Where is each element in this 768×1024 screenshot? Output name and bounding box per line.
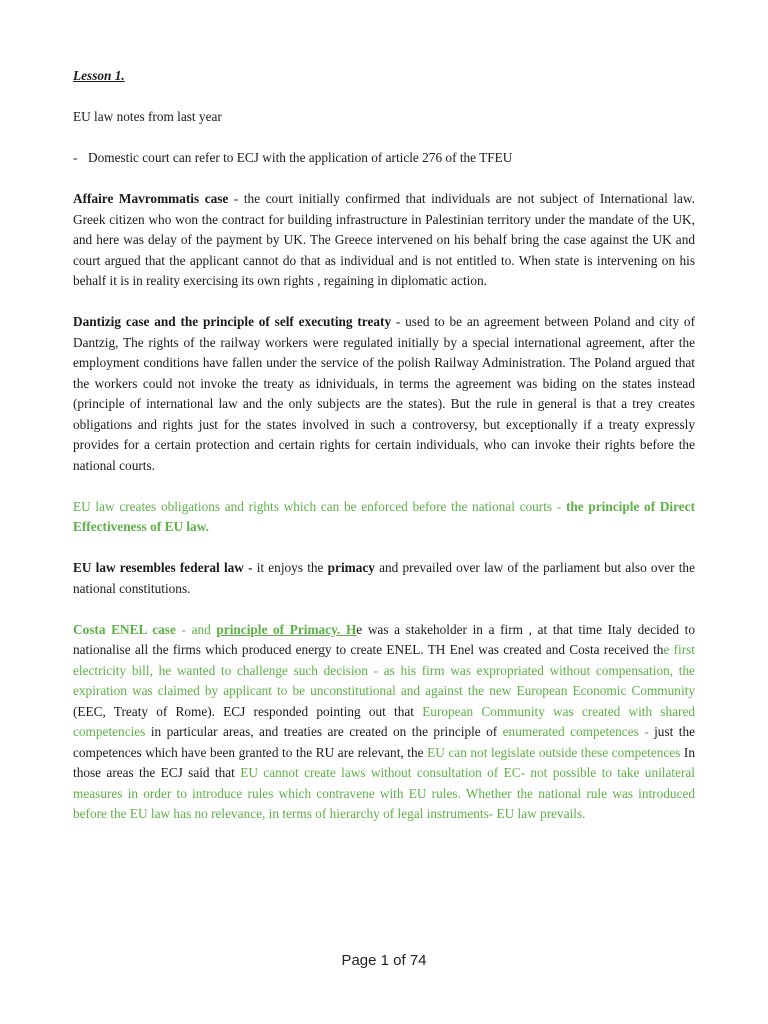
document-page (73, 66, 695, 845)
direct-effect-text: EU law creates obligations and rights which can be enforced before the national courts - (73, 498, 566, 514)
lesson-title: Lesson 1. (73, 68, 125, 83)
federal-law-t1: it enjoys the (256, 560, 328, 575)
paragraph-mavrommatis (73, 189, 695, 292)
mavrommatis-body: - the court initially confirmed that individuals are not subject of International law. Greek citizen who won the contract for building infrastructure in Palestinian territory under the mandate of the UK, and here was delay of the payment by UK. The Greece intervened on his behalf bring the case against the UK and court argued that the applicant cannot do that as individual and is not entitled to. When state is intervening on his behalf it is in reality exercising its own rights , regaining in diplomatic action. (73, 191, 695, 288)
bullet-dash: - (73, 150, 78, 165)
costa-s9: enumerated competences - (502, 724, 649, 739)
page-number: Page 1 of 74 (341, 952, 427, 969)
costa-s11: EU can not legislate outside these competences (427, 744, 681, 760)
bullet-text: Domestic court can refer to ECJ with the application of article 276 of the TFEU (88, 150, 513, 165)
paragraph-federal-law (73, 558, 695, 599)
costa-s13: EU cannot create laws without consultation of EC- not possible to take unilateral measures in order to introduce rules which contravene with EU rules. Whether the national rule was introduced before the EU law has no relevance, in terms of hierarchy of legal instruments- EU law prevails. (73, 765, 696, 821)
paragraph-direct-effect (73, 497, 695, 538)
direct-effect-bold: the principle of Direct Effectiveness of EU law. (73, 498, 696, 534)
costa-s12: In those areas the ECJ said that (73, 744, 695, 780)
dantzig-title: Dantizig case and the principle of self executing treaty (73, 314, 392, 329)
costa-s2: - and (175, 621, 217, 637)
federal-law-t2: and prevailed over law of the parliament but also over the national constitutions. (73, 560, 695, 596)
costa-s4: e was a stakeholder in a firm , at that time Italy decided to nationalise all the firms which produced energy to create ENEL. TH Enel was created and Costa received th (73, 621, 695, 657)
intro-line: EU law notes from last year (73, 109, 222, 124)
paragraph-costa-enel (73, 620, 695, 825)
costa-title: Costa ENEL case (73, 621, 176, 637)
dantzig-body: - used to be an agreement between Poland and city of Dantzig, The rights of the railway workers were regulated initially by a special international agreement, after the employment conditions have fallen under the service of the polish Railway Administration. The Poland argued that the workers could not invoke the treaty as idnividuals, in terms the agreement was biding on the states instead (principle of international law and the only subjects are the states). But the rule in general is that a trey creates obligations and rights just for the states involved in such a controversy, but exceptionally if a treaty expressly provides for a certain protection and certain rights for certain individuals, who can invoke their rights before the national courts. (73, 314, 695, 473)
costa-s7: European Community was created with shared competencies (73, 703, 695, 739)
mavrommatis-title: Affaire Mavrommatis case (73, 191, 229, 206)
federal-law-title: EU law resembles federal law - (73, 560, 257, 575)
costa-primacy-link: principle of Primacy. H (216, 621, 357, 637)
costa-s8: in particular areas, and treaties are created on the principle of (145, 724, 503, 739)
costa-s6: (EEC, Treaty of Rome). ECJ responded pointing out that (73, 703, 423, 719)
costa-s5: e first electricity bill, he wanted to challenge such decision - as his firm was expropriated without compensation, the expiration was claimed by applicant to be unconstitutional and against the new European Economic Community (73, 642, 695, 698)
federal-law-primacy: primacy (327, 560, 375, 575)
bullet-item (73, 148, 695, 169)
costa-s10: just the competences which have been granted to the RU are relevant, the (73, 724, 695, 760)
paragraph-dantzig (73, 312, 695, 476)
